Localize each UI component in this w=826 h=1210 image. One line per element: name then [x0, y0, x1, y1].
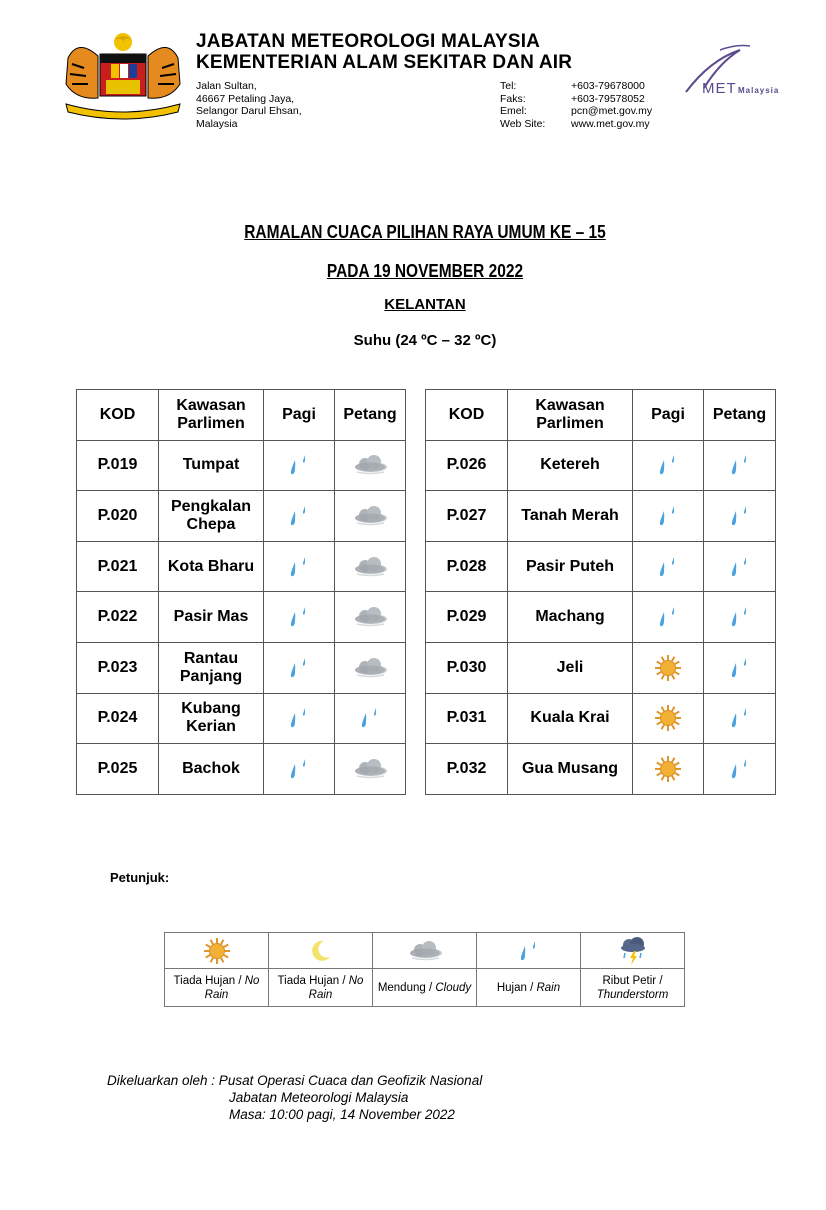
address-line: Jalan Sultan,: [196, 80, 257, 92]
table-row: [426, 491, 776, 542]
legend-label-en: Cloudy: [435, 981, 472, 994]
kawasan-cell: Ketereh: [508, 440, 633, 491]
pagi-cell: [633, 491, 704, 542]
pagi-cell: [633, 744, 704, 795]
header-kawasan-line: Kawasan: [176, 396, 246, 414]
moon-icon: [308, 938, 334, 964]
kawasan-cell: Kota Bharu: [159, 541, 264, 592]
rain-icon: [285, 452, 313, 478]
legend-label-en: Rain: [536, 981, 561, 994]
table-row: [426, 642, 776, 693]
org-name-line2: KEMENTERIAN ALAM SEKITAR DAN AIR: [196, 52, 573, 73]
table-row: [426, 744, 776, 795]
legend-label-en: Thunderstorm: [596, 988, 669, 1001]
address-line: Malaysia: [196, 117, 238, 130]
legend-icon-cell: [477, 933, 581, 969]
table-row: [426, 693, 776, 744]
rain-icon: [285, 503, 313, 529]
petang-cell: [335, 491, 406, 542]
met-logo-text: MET: [702, 80, 737, 97]
legend-label-ms: Ribut Petir /: [602, 974, 663, 987]
rain-icon: [285, 655, 313, 681]
header-kawasan-line: Parlimen: [177, 414, 245, 432]
rain-icon: [654, 452, 682, 478]
legend-label-ms: Hujan /: [496, 981, 534, 994]
header-pagi: Pagi: [264, 390, 335, 441]
rain-icon: [285, 705, 313, 731]
kod-cell: P.028: [426, 541, 508, 592]
cloudy-icon: [406, 940, 444, 962]
rain-icon: [356, 705, 384, 731]
rain-icon: [726, 554, 754, 580]
kod-cell: P.031: [426, 693, 508, 744]
petang-cell: [335, 693, 406, 744]
legend-icon-row: [165, 933, 685, 969]
contact-label: Tel:: [500, 80, 517, 92]
contact-value: pcn@met.gov.my: [571, 105, 653, 117]
forecast-title: RAMALAN CUACA PILIHAN RAYA UMUM KE – 15: [244, 222, 606, 242]
petang-cell: [704, 541, 776, 592]
table-row: [426, 541, 776, 592]
rain-icon: [726, 655, 754, 681]
thunderstorm-icon: [617, 935, 649, 967]
header-kawasan: [508, 390, 633, 441]
org-name-line1: JABATAN METEOROLOGI MALAYSIA: [196, 31, 541, 52]
forecast-table-right: [425, 389, 776, 795]
kawasan-cell: Pasir Puteh: [508, 541, 633, 592]
petang-cell: [335, 440, 406, 491]
issued-by-block: [107, 1072, 482, 1123]
sun-icon: [653, 703, 683, 733]
table-row: [426, 592, 776, 643]
sun-icon: [202, 936, 232, 966]
legend-label-en: No Rain: [204, 974, 260, 1001]
kawasan-cell: Pengkalan Chepa: [159, 491, 264, 542]
table-row: [77, 744, 406, 795]
header-kawasan: [159, 390, 264, 441]
pagi-cell: [633, 693, 704, 744]
rain-icon: [515, 938, 543, 964]
legend-label-ms: Mendung /: [377, 981, 433, 994]
cloudy-icon: [351, 454, 389, 476]
rain-icon: [654, 604, 682, 630]
cloudy-icon: [351, 758, 389, 780]
header-petang: Petang: [704, 390, 776, 441]
table-row: [426, 440, 776, 491]
kawasan-cell: Machang: [508, 592, 633, 643]
address-line: 46667 Petaling Jaya,: [196, 92, 295, 105]
legend-label-row: [165, 969, 685, 1007]
legend-icon-cell: [165, 933, 269, 969]
pagi-cell: [264, 744, 335, 795]
kod-cell: P.024: [77, 693, 159, 744]
petang-cell: [335, 642, 406, 693]
kawasan-cell: Tumpat: [159, 440, 264, 491]
rain-icon: [654, 554, 682, 580]
issued-line: Jabatan Meteorologi Malaysia: [229, 1090, 409, 1105]
rain-icon: [285, 604, 313, 630]
petang-cell: [704, 491, 776, 542]
temperature-range: Suhu (24 ºC – 32 ºC): [353, 332, 497, 349]
table-row: [77, 541, 406, 592]
contact-value: +603-79578052: [571, 92, 645, 105]
kod-cell: P.025: [77, 744, 159, 795]
kod-cell: P.029: [426, 592, 508, 643]
pagi-cell: [264, 440, 335, 491]
table-row: [77, 592, 406, 643]
contact-value: +603-79678000: [571, 80, 645, 92]
contact-block: [500, 80, 652, 130]
pagi-cell: [633, 592, 704, 643]
kawasan-cell: Jeli: [508, 642, 633, 693]
pagi-cell: [264, 592, 335, 643]
petang-cell: [335, 541, 406, 592]
contact-label: Web Site:: [500, 117, 546, 130]
kod-cell: P.019: [77, 440, 159, 491]
state-name: KELANTAN: [384, 296, 466, 313]
table-row: [77, 642, 406, 693]
table-row: [77, 693, 406, 744]
legend-icon-cell: [373, 933, 477, 969]
contact-value: www.met.gov.my: [571, 117, 650, 130]
kawasan-cell: Pasir Mas: [159, 592, 264, 643]
kawasan-cell: Kuala Krai: [508, 693, 633, 744]
cloudy-icon: [351, 606, 389, 628]
rain-icon: [726, 452, 754, 478]
kod-cell: P.030: [426, 642, 508, 693]
cloudy-icon: [351, 657, 389, 679]
petang-cell: [335, 744, 406, 795]
pagi-cell: [633, 642, 704, 693]
table-row: [77, 491, 406, 542]
rain-icon: [285, 554, 313, 580]
met-logo-subtext: Malaysia: [738, 86, 780, 95]
kawasan-cell: Gua Musang: [508, 744, 633, 795]
pagi-cell: [264, 693, 335, 744]
rain-icon: [726, 604, 754, 630]
pagi-cell: [264, 491, 335, 542]
kawasan-cell: Bachok: [159, 744, 264, 795]
coat-of-arms-logo: [58, 28, 188, 120]
legend-label-ms: Tiada Hujan /: [277, 974, 346, 987]
forecast-date: PADA 19 NOVEMBER 2022: [326, 261, 524, 281]
kawasan-cell: Kubang Kerian: [159, 693, 264, 744]
contact-label: Emel:: [500, 105, 527, 117]
header-kod: KOD: [426, 390, 508, 441]
sun-icon: [653, 653, 683, 683]
kod-cell: P.023: [77, 642, 159, 693]
legend-icon-cell: [581, 933, 685, 969]
address-line: Selangor Darul Ehsan,: [196, 105, 302, 117]
pagi-cell: [633, 440, 704, 491]
legend-heading: Petunjuk:: [110, 870, 170, 885]
kawasan-cell: Tanah Merah: [508, 491, 633, 542]
table-header-row: [77, 390, 406, 441]
header-petang: Petang: [335, 390, 406, 441]
rain-icon: [726, 503, 754, 529]
issued-line: Masa: 10:00 pagi, 14 November 2022: [229, 1107, 455, 1122]
legend-label-cell: [581, 969, 685, 1007]
sun-icon: [653, 754, 683, 784]
petang-cell: [704, 693, 776, 744]
petang-cell: [335, 592, 406, 643]
pagi-cell: [264, 541, 335, 592]
pagi-cell: [264, 642, 335, 693]
legend-label-en: No Rain: [308, 974, 364, 1001]
kawasan-cell: Rantau Panjang: [159, 642, 264, 693]
address-block: [196, 80, 302, 130]
cloudy-icon: [351, 505, 389, 527]
pagi-cell: [633, 541, 704, 592]
legend-label-cell: [165, 969, 269, 1007]
petang-cell: [704, 642, 776, 693]
cloudy-icon: [351, 556, 389, 578]
met-malaysia-logo: [680, 40, 798, 100]
petang-cell: [704, 592, 776, 643]
petang-cell: [704, 744, 776, 795]
rain-icon: [726, 756, 754, 782]
forecast-table-left: [76, 389, 406, 795]
legend-label-cell: [269, 969, 373, 1007]
rain-icon: [726, 705, 754, 731]
header-kod: KOD: [77, 390, 159, 441]
kod-cell: P.020: [77, 491, 159, 542]
legend-label-cell: [477, 969, 581, 1007]
legend-label-ms: Tiada Hujan /: [173, 974, 242, 987]
kod-cell: P.032: [426, 744, 508, 795]
rain-icon: [285, 756, 313, 782]
contact-label: Faks:: [500, 92, 526, 105]
legend-table: [164, 932, 685, 1007]
legend-label-cell: [373, 969, 477, 1007]
kod-cell: P.022: [77, 592, 159, 643]
header-pagi: Pagi: [633, 390, 704, 441]
kod-cell: P.026: [426, 440, 508, 491]
petang-cell: [704, 440, 776, 491]
table-header-row: [426, 390, 776, 441]
table-row: [77, 440, 406, 491]
kod-cell: P.027: [426, 491, 508, 542]
rain-icon: [654, 503, 682, 529]
issued-line: Dikeluarkan oleh : Pusat Operasi Cuaca dan Geofizik Nasional: [107, 1073, 483, 1088]
header-kawasan-line: Kawasan: [535, 396, 605, 414]
kod-cell: P.021: [77, 541, 159, 592]
legend-icon-cell: [269, 933, 373, 969]
header-kawasan-line: Parlimen: [536, 414, 604, 432]
